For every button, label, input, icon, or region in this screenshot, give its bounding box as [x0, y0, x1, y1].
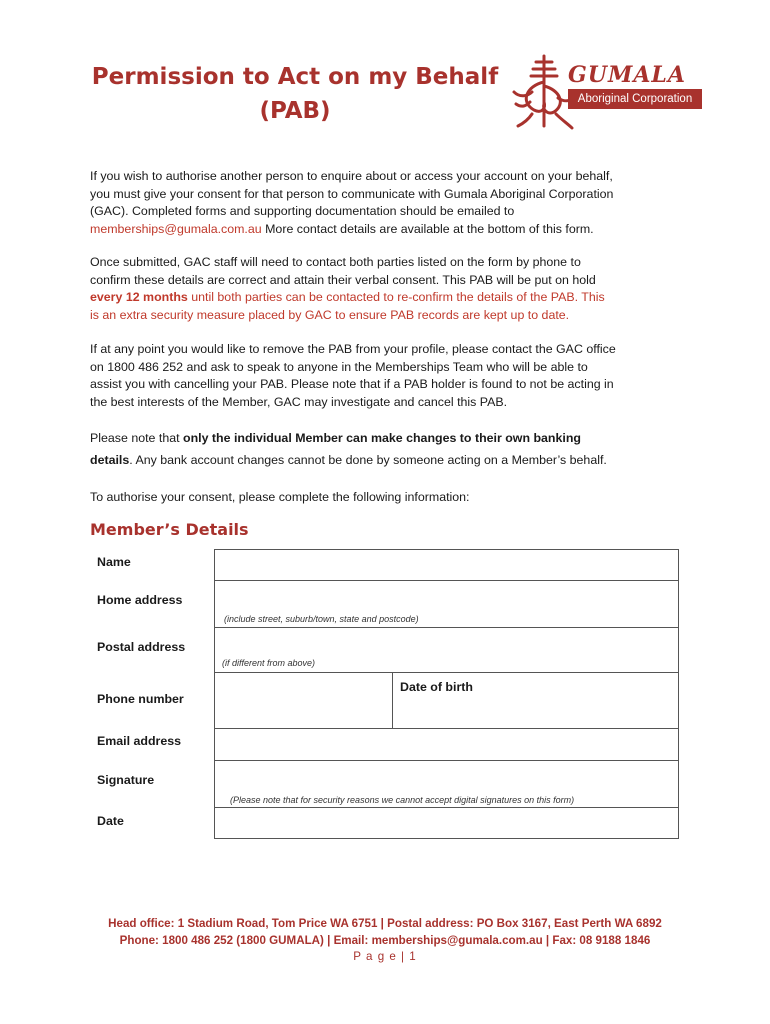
section-title: Member’s Details — [90, 520, 249, 539]
intro-paragraph-1 — [90, 168, 690, 238]
email-link[interactable]: memberships@gumala.com.au — [90, 221, 262, 236]
text-line — [90, 221, 690, 239]
text-line — [90, 289, 690, 307]
home-address-label: Home address — [97, 593, 183, 607]
intro-paragraph-2 — [90, 254, 690, 324]
page-title-line1: Permission to Act on my Behalf — [91, 64, 499, 90]
text-line: confirm these details are correct and attain their verbal consent. This PAB will be put on hold — [90, 272, 596, 287]
home-address-note: (include street, suburb/town, state and postcode) — [224, 614, 419, 624]
logo-subtitle: Aboriginal Corporation — [568, 89, 702, 109]
logo-wordmark: GUMALA — [568, 62, 686, 88]
text-line — [90, 449, 690, 471]
phone-number-field[interactable] — [214, 672, 393, 729]
text-line — [90, 427, 690, 449]
date-field[interactable] — [214, 807, 679, 839]
text-line: you must give your consent for that person to communicate with Gumala Aboriginal Corporation — [90, 186, 614, 201]
highlight-text: details — [90, 453, 130, 467]
postal-address-note: (if different from above) — [222, 658, 316, 668]
intro-paragraph-5: To authorise your consent, please complete the following information: — [90, 490, 470, 504]
text-line: assist you with cancelling your PAB. Please note that if a PAB holder is found to not be acting in — [90, 377, 614, 392]
text-line: on 1800 486 252 and ask to speak to anyone in the Memberships Team who will be able to — [90, 359, 588, 374]
email-address-label: Email address — [97, 734, 182, 748]
highlight-text: every 12 months — [90, 290, 188, 305]
phone-number-label: Phone number — [97, 692, 184, 706]
footer-address: Head office: 1 Stadium Road, Tom Price WA 6751 | Postal address: PO Box 3167, East Perth WA 6892 — [108, 917, 662, 930]
text-fragment: . Any bank account changes cannot be done by someone acting on a Member’s behalf. — [129, 453, 607, 467]
text-line: is an extra security measure placed by GAC to ensure PAB records are kept up to date. — [90, 307, 570, 322]
name-label: Name — [97, 555, 131, 569]
highlight-text: only the individual Member can make changes to their own banking — [183, 431, 581, 445]
signature-label: Signature — [97, 773, 155, 787]
postal-address-label: Postal address — [97, 640, 186, 654]
text-fragment: More contact details are available at the bottom of this form. — [261, 221, 594, 236]
text-line: Once submitted, GAC staff will need to contact both parties listed on the form by phone to — [90, 255, 581, 269]
text-fragment: Please note that — [90, 431, 183, 445]
text-fragment: until both parties can be contacted to re-confirm the details of the PAB. This — [187, 290, 605, 305]
footer-contact: Phone: 1800 486 252 (1800 GUMALA) | Email: memberships@gumala.com.au | Fax: 08 9188 1846 — [119, 934, 651, 947]
text-line: If at any point you would like to remove the PAB from your profile, please contact the GAC office — [90, 342, 616, 356]
date-label: Date — [97, 814, 124, 828]
name-field[interactable] — [214, 549, 679, 581]
signature-note: (Please note that for security reasons we cannot accept digital signatures on this form) — [230, 795, 575, 805]
text-line: the best interests of the Member, GAC may investigate and cancel this PAB. — [90, 394, 508, 409]
email-address-field[interactable] — [214, 728, 679, 761]
page-title-line2: (PAB) — [259, 98, 331, 124]
intro-paragraph-3 — [90, 341, 690, 411]
page-title — [90, 60, 500, 128]
intro-paragraph-4 — [90, 427, 690, 471]
text-line: (GAC). Completed forms and supporting documentation should be emailed to — [90, 204, 515, 219]
date-of-birth-label: Date of birth — [400, 680, 473, 694]
page-number: P a g e | 1 — [353, 950, 417, 963]
text-line: If you wish to authorise another person to enquire about or access your account on your behalf, — [90, 169, 613, 183]
